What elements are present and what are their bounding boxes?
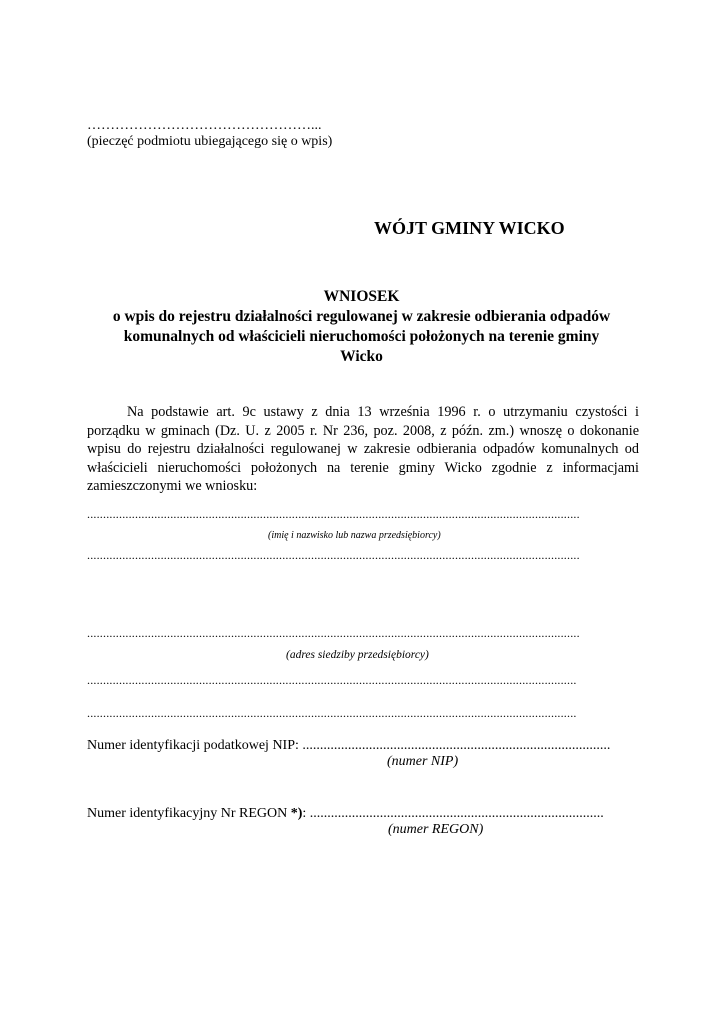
title-line-1: WNIOSEK	[323, 288, 400, 305]
address-field-dots[interactable]: ..........................................................................................................................................................	[87, 626, 580, 640]
regon-field[interactable]	[87, 806, 604, 822]
name-field-dots[interactable]: ..........................................................................................................................................................	[87, 507, 580, 521]
title-line-4: Wicko	[340, 348, 383, 365]
stamp-caption: (pieczęć podmiotu ubiegającego się o wpis)	[87, 134, 333, 149]
intro-line-4: właścicieli nieruchomości położonych na terenie gminy Wicko zgodnie z informacjami	[87, 459, 639, 476]
intro-line-5: zamieszczonymi we wniosku:	[87, 478, 258, 494]
address-field-caption: (adres siedziby przedsiębiorcy)	[286, 649, 429, 661]
intro-line-2: porządku w gminach (Dz. U. z 2005 r. Nr 236, poz. 2008, z późn. zm.) wnoszę o dokonanie	[87, 422, 639, 439]
nip-field[interactable]: Numer identyfikacji podatkowej NIP: ........................................................................................	[87, 738, 611, 753]
address-field-dots-3[interactable]: .........................................................................................................................................................	[87, 706, 577, 720]
regon-footnote-mark: *)	[290, 806, 303, 821]
address-field-dots-2[interactable]: .........................................................................................................................................................	[87, 673, 577, 687]
title-line-2: o wpis do rejestru działalności regulowanej w zakresie odbierania odpadów	[112, 308, 611, 325]
application-title	[80, 287, 643, 367]
nip-caption: (numer NIP)	[387, 754, 459, 769]
name-field-caption: (imię i nazwisko lub nazwa przedsiębiorcy)	[268, 530, 441, 541]
intro-line-3: wpisu do rejestru działalności regulowanej w zakresie odbierania odpadów komunalnych od	[87, 441, 639, 457]
regon-caption: (numer REGON)	[388, 822, 484, 837]
regon-dots: : ....................................................................................	[302, 806, 604, 821]
name-field-dots-2[interactable]: ..........................................................................................................................................................	[87, 548, 580, 562]
intro-paragraph	[87, 403, 639, 496]
stamp-placeholder-dots: …………………………………………...	[87, 118, 322, 133]
addressee-heading: WÓJT GMINY WICKO	[374, 218, 565, 238]
title-line-3: komunalnych od właścicieli nieruchomości położonych na terenie gminy	[123, 328, 600, 345]
regon-label: Numer identyfikacyjny Nr REGON	[87, 806, 291, 821]
intro-line-1: Na podstawie art. 9c ustawy z dnia 13 września 1996 r. o utrzymaniu czystości i	[127, 404, 639, 420]
